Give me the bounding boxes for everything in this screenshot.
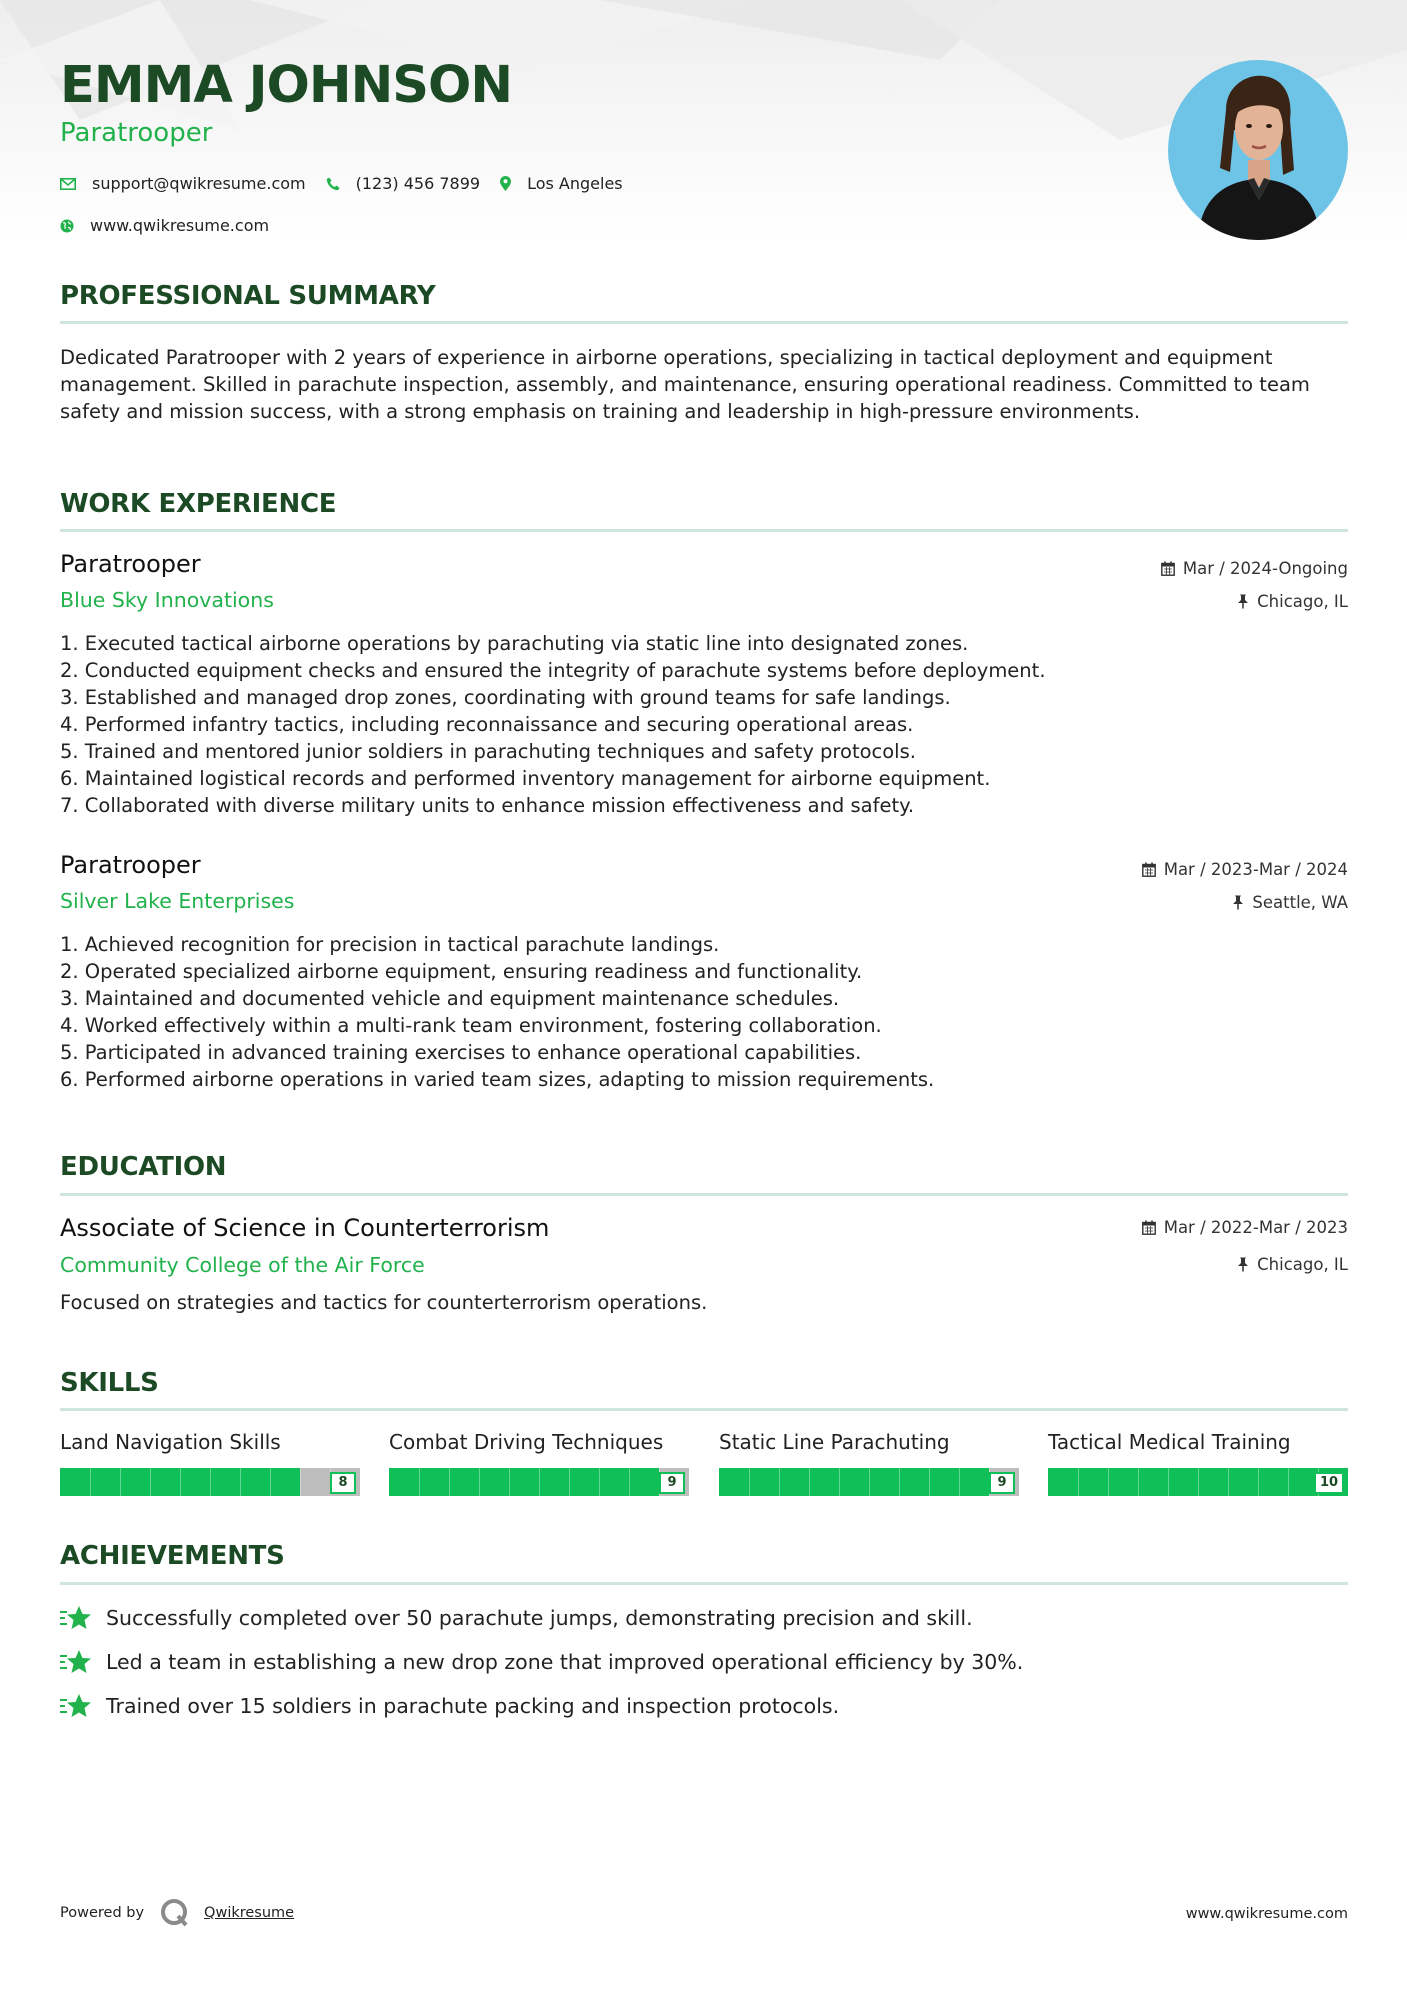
footer-website: www.qwikresume.com xyxy=(1185,1906,1348,1922)
achievement-text: Successfully completed over 50 parachute jumps, demonstrating precision and skill. xyxy=(106,1606,973,1630)
job-bullet: 7. Collaborated with diverse military units to enhance mission effectiveness and safety. xyxy=(60,794,915,817)
skill-bar-segment xyxy=(1258,1468,1259,1496)
job-bullet: 4. Worked effectively within a multi-rank team environment, fostering collaboration. xyxy=(60,1014,882,1037)
skill-label: Tactical Medical Training xyxy=(1048,1430,1291,1454)
skills-heading: SKILLS xyxy=(60,1368,159,1398)
job-dates xyxy=(1161,559,1348,578)
skill-bar-segment xyxy=(899,1468,900,1496)
achievement-text: Trained over 15 soldiers in parachute packing and inspection protocols. xyxy=(106,1694,840,1718)
candidate-name: EMMA JOHNSON xyxy=(60,56,513,115)
job-company: Blue Sky Innovations xyxy=(60,588,274,612)
email-text: support@qwikresume.com xyxy=(92,174,306,193)
achievement-item xyxy=(60,1693,839,1719)
job-dates xyxy=(1142,860,1348,879)
summary-divider xyxy=(60,321,1348,324)
skill-bar-segment xyxy=(300,1468,301,1496)
education-divider xyxy=(60,1193,1348,1196)
job-bullet: 1. Achieved recognition for precision in tactical parachute landings. xyxy=(60,933,720,956)
job-location xyxy=(1232,893,1348,912)
skill-bar-segment xyxy=(449,1468,450,1496)
skills-divider xyxy=(60,1408,1348,1411)
education-dates xyxy=(1142,1218,1348,1237)
skill-bar xyxy=(1048,1468,1348,1496)
skill-bar-segment xyxy=(210,1468,211,1496)
skill-bar xyxy=(719,1468,1019,1496)
skill-bar-segment xyxy=(779,1468,780,1496)
job-bullet: 6. Maintained logistical records and performed inventory management for airborne equipment. xyxy=(60,767,991,790)
skill-bar-segment xyxy=(120,1468,121,1496)
job-bullet: 3. Maintained and documented vehicle and equipment maintenance schedules. xyxy=(60,987,840,1010)
education-heading: EDUCATION xyxy=(60,1152,227,1182)
skill-bar xyxy=(389,1468,689,1496)
experience-heading: WORK EXPERIENCE xyxy=(60,489,337,519)
skill-bar-segment xyxy=(839,1468,840,1496)
experience-divider xyxy=(60,529,1348,532)
job-bullet: 5. Trained and mentored junior soldiers in parachuting techniques and safety protocols. xyxy=(60,740,916,763)
education-location-text: Chicago, IL xyxy=(1257,1255,1348,1274)
skill-bar-segment xyxy=(509,1468,510,1496)
phone-icon xyxy=(326,177,340,191)
profile-photo xyxy=(1168,60,1348,240)
skill-label: Land Navigation Skills xyxy=(60,1430,281,1454)
education-description: Focused on strategies and tactics for counterterrorism operations. xyxy=(60,1291,708,1314)
skill-label: Combat Driving Techniques xyxy=(389,1430,664,1454)
achievement-item xyxy=(60,1649,1023,1675)
star-icon xyxy=(60,1693,92,1719)
skill-bar-segment xyxy=(1168,1468,1169,1496)
skill-bar-segment xyxy=(1138,1468,1139,1496)
skill-bar-segment xyxy=(869,1468,870,1496)
skill-level-badge: 10 xyxy=(1314,1472,1344,1494)
map-pin-icon xyxy=(500,176,511,191)
skill-bar-segment xyxy=(150,1468,151,1496)
job-location-text: Chicago, IL xyxy=(1257,592,1348,611)
skill-bar-segment xyxy=(569,1468,570,1496)
calendar-icon xyxy=(1142,1220,1156,1235)
education-school: Community College of the Air Force xyxy=(60,1253,425,1277)
job-bullet: 4. Performed infantry tactics, including reconnaissance and securing operational areas. xyxy=(60,713,914,736)
job-location xyxy=(1237,592,1348,611)
job-bullet: 2. Operated specialized airborne equipment, ensuring readiness and functionality. xyxy=(60,960,863,983)
skill-level-badge: 8 xyxy=(330,1472,356,1494)
skill-bar-segment xyxy=(1288,1468,1289,1496)
skill-bar xyxy=(60,1468,360,1496)
job-company: Silver Lake Enterprises xyxy=(60,889,295,913)
contact-email xyxy=(60,174,306,193)
education-location xyxy=(1237,1255,1348,1274)
job-bullet: 6. Performed airborne operations in varied team sizes, adapting to mission requirements. xyxy=(60,1068,935,1091)
qwikresume-logo-icon xyxy=(160,1898,190,1928)
skill-bar-segment xyxy=(180,1468,181,1496)
star-icon xyxy=(60,1605,92,1631)
skill-bar-segment xyxy=(809,1468,810,1496)
education-dates-text: Mar / 2022-Mar / 2023 xyxy=(1163,1218,1348,1237)
calendar-icon xyxy=(1142,862,1156,877)
skill-bar-segment xyxy=(479,1468,480,1496)
pushpin-icon xyxy=(1237,594,1249,609)
contact-phone xyxy=(326,174,480,193)
skill-bar-segment xyxy=(629,1468,630,1496)
calendar-icon xyxy=(1161,561,1175,576)
job-bullet: 1. Executed tactical airborne operations by parachuting via static line into designated zones. xyxy=(60,632,969,655)
skill-bar-segment xyxy=(270,1468,271,1496)
summary-heading: PROFESSIONAL SUMMARY xyxy=(60,281,436,311)
job-role: Paratrooper xyxy=(60,550,201,578)
contact-row-2 xyxy=(60,216,289,235)
contact-website xyxy=(60,216,269,235)
achievements-heading: ACHIEVEMENTS xyxy=(60,1541,285,1571)
phone-text: (123) 456 7899 xyxy=(355,174,481,193)
skill-level-badge: 9 xyxy=(659,1472,685,1494)
summary-text: Dedicated Paratrooper with 2 years of experience in airborne operations, specializing in tactical deployment and equipment management. Skilled in parachute inspection, assembly, and maintenance, ensuring operational readiness. Committed to team safety and mission success, with a strong emphasis on training and leadership in high-pressure environments. xyxy=(60,346,1310,423)
qwikresume-link[interactable]: Qwikresume xyxy=(204,1905,295,1921)
pushpin-icon xyxy=(1232,895,1244,910)
job-role: Paratrooper xyxy=(60,851,201,879)
job-bullets xyxy=(60,630,1046,819)
skill-bar-segment xyxy=(749,1468,750,1496)
job-bullet: 3. Established and managed drop zones, coordinating with ground teams for safe landings. xyxy=(60,686,951,709)
skill-bar-segment xyxy=(959,1468,960,1496)
job-location-text: Seattle, WA xyxy=(1252,893,1348,912)
globe-icon xyxy=(60,219,74,233)
candidate-title: Paratrooper xyxy=(60,118,213,148)
job-dates-text: Mar / 2024-Ongoing xyxy=(1182,559,1348,578)
achievement-item xyxy=(60,1605,973,1631)
job-bullet: 2. Conducted equipment checks and ensured the integrity of parachute systems before deployment. xyxy=(60,659,1046,682)
skill-bar-segment xyxy=(1198,1468,1199,1496)
achievement-text: Led a team in establishing a new drop zone that improved operational efficiency by 30%. xyxy=(106,1650,1024,1674)
job-dates-text: Mar / 2023-Mar / 2024 xyxy=(1163,860,1348,879)
job-bullets xyxy=(60,931,934,1093)
contact-location xyxy=(500,174,623,193)
skill-level-badge: 9 xyxy=(989,1472,1015,1494)
skill-bar-segment xyxy=(599,1468,600,1496)
skill-bar-fill xyxy=(389,1468,659,1496)
skill-bar-segment xyxy=(1108,1468,1109,1496)
skill-bar-segment xyxy=(240,1468,241,1496)
skill-bar-segment xyxy=(90,1468,91,1496)
contact-row xyxy=(60,174,643,193)
skill-bar-segment xyxy=(539,1468,540,1496)
achievements-divider xyxy=(60,1582,1348,1585)
skill-bar-segment xyxy=(1228,1468,1229,1496)
powered-by-text: Powered by xyxy=(60,1905,145,1921)
pushpin-icon xyxy=(1237,1257,1249,1272)
education-degree: Associate of Science in Counterterrorism xyxy=(60,1214,550,1242)
location-text: Los Angeles xyxy=(527,174,623,193)
job-bullet: 5. Participated in advanced training exercises to enhance operational capabilities. xyxy=(60,1041,862,1064)
footer-powered-by xyxy=(60,1898,294,1928)
website-text: www.qwikresume.com xyxy=(90,216,270,235)
skill-bar-segment xyxy=(1078,1468,1079,1496)
envelope-icon xyxy=(60,178,76,190)
skill-bar-segment xyxy=(419,1468,420,1496)
skill-bar-segment xyxy=(929,1468,930,1496)
skill-bar-fill xyxy=(719,1468,989,1496)
star-icon xyxy=(60,1649,92,1675)
skill-label: Static Line Parachuting xyxy=(719,1430,950,1454)
